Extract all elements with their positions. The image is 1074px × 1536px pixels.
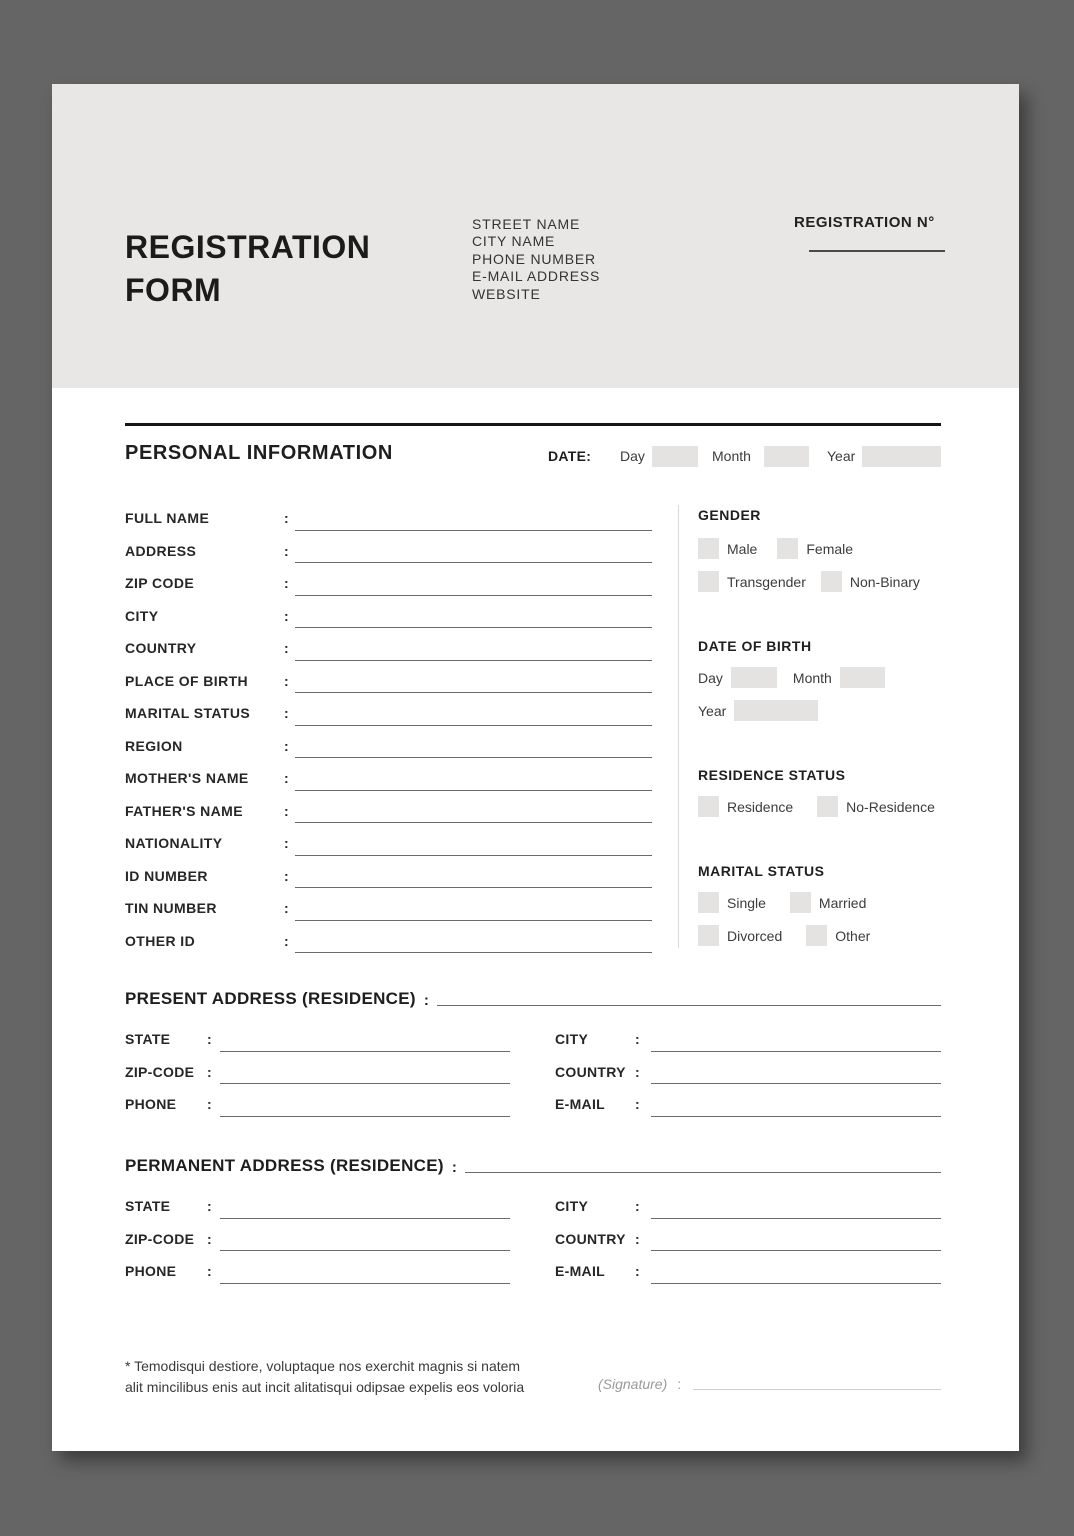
option-label: Single: [727, 894, 766, 911]
residence-status-heading: RESIDENCE STATUS: [698, 767, 846, 783]
colon: :: [635, 1096, 640, 1112]
option-label: Transgender: [727, 573, 806, 590]
contact-website: WEBSITE: [472, 285, 541, 302]
contact-street: STREET NAME: [472, 216, 581, 232]
option-label: No-Residence: [846, 798, 935, 815]
checkbox-transgender[interactable]: [698, 571, 719, 592]
date-day-box[interactable]: [652, 446, 698, 467]
place-of-birth-input-line[interactable]: [295, 692, 652, 693]
colon: :: [284, 802, 289, 819]
field-label: E-MAIL: [555, 1263, 606, 1279]
checkbox-divorced[interactable]: [698, 925, 719, 946]
gender-row-1: [698, 538, 941, 559]
marital-row-2: [698, 925, 941, 946]
marital-option-divorced[interactable]: [698, 925, 782, 946]
field-label: PLACE OF BIRTH: [125, 672, 249, 689]
full-name-input-line[interactable]: [295, 530, 652, 531]
colon: :: [284, 542, 289, 559]
mothers-name-input-line[interactable]: [295, 790, 652, 791]
nationality-input-line[interactable]: [295, 855, 652, 856]
field-row-region: [125, 731, 652, 764]
option-label: Male: [727, 540, 758, 557]
gender-option-female[interactable]: [777, 538, 853, 559]
contact-phone: PHONE NUMBER: [472, 250, 596, 267]
registration-form-page: [52, 84, 1019, 1451]
footnote: [125, 1356, 524, 1398]
address-row: [125, 1256, 941, 1289]
dob-heading: DATE OF BIRTH: [698, 638, 812, 654]
field-label: REGION: [125, 737, 183, 754]
permanent-phone-input-line[interactable]: [220, 1283, 510, 1284]
field-label: ZIP-CODE: [125, 1063, 195, 1080]
dob-row-year: [698, 700, 941, 721]
personal-information-heading: PERSONAL INFORMATION: [125, 442, 393, 464]
colon: :: [423, 992, 429, 1009]
marital-row-1: [698, 892, 941, 913]
permanent-address-input-line[interactable]: [465, 1172, 941, 1173]
permanent-city-input-line[interactable]: [651, 1218, 941, 1219]
dob-row-day-month: [698, 667, 941, 688]
marital-option-married[interactable]: [790, 892, 866, 913]
signature-row: [598, 1376, 941, 1392]
field-row-fathers-name: [125, 796, 652, 829]
colon: :: [635, 1031, 640, 1047]
field-row-country: [125, 633, 652, 666]
checkbox-non-binary[interactable]: [821, 571, 842, 592]
registration-number-label: REGISTRATION N°: [794, 214, 935, 231]
id-number-input-line[interactable]: [295, 887, 652, 888]
fathers-name-input-line[interactable]: [295, 822, 652, 823]
colon: :: [207, 1063, 212, 1080]
colon: :: [284, 640, 289, 656]
dob-year-box[interactable]: [734, 700, 818, 721]
colon: :: [635, 1263, 640, 1279]
contact-email: E-MAIL ADDRESS: [472, 268, 601, 285]
field-label: ID NUMBER: [125, 867, 208, 884]
option-label: Divorced: [727, 927, 783, 944]
field-label: FULL NAME: [125, 510, 210, 526]
present-address-heading-row: [125, 989, 941, 1009]
field-row-city: [125, 601, 652, 634]
colon: :: [284, 510, 289, 526]
field-row-other-id: [125, 926, 652, 959]
colon: :: [635, 1230, 640, 1247]
present-country-input-line[interactable]: [651, 1083, 941, 1084]
colon: :: [284, 672, 289, 689]
date-row: [52, 445, 1019, 468]
option-label: Female: [806, 540, 854, 557]
field-row-zip-code: [125, 568, 652, 601]
field-label: E-MAIL: [555, 1096, 606, 1112]
field-label: STATE: [125, 1031, 171, 1047]
field-label: MOTHER'S NAME: [125, 770, 249, 786]
dob-day-label: Day: [698, 669, 723, 686]
checkbox-residence[interactable]: [698, 796, 719, 817]
checkbox-no-residence[interactable]: [817, 796, 838, 817]
residence-option-residence[interactable]: [698, 796, 793, 817]
signature-label: (Signature): [598, 1376, 668, 1392]
colon: :: [207, 1263, 212, 1279]
colon: :: [284, 770, 289, 786]
field-label: ZIP-CODE: [125, 1230, 195, 1247]
option-label: Other: [835, 927, 871, 944]
contact-city: CITY NAME: [472, 233, 556, 250]
date-month-label: Month: [712, 448, 751, 464]
city-input-line[interactable]: [295, 627, 652, 628]
present-email-input-line[interactable]: [651, 1116, 941, 1117]
header-band: [52, 84, 1019, 388]
colon: :: [284, 835, 289, 851]
footnote-line1: * Temodisqui destiore, voluptaque nos exerchit magnis si natem: [125, 1358, 521, 1374]
field-label: CITY: [125, 607, 159, 624]
colon: :: [284, 705, 289, 721]
other-id-input-line[interactable]: [295, 952, 652, 953]
footnote-line2: alit mincilibus enis aut incit alitatisqui odipsae expelis eos voloria: [125, 1379, 525, 1395]
field-label: MARITAL STATUS: [125, 705, 251, 721]
permanent-address-heading-row: [125, 1156, 941, 1176]
checkbox-other[interactable]: [806, 925, 827, 946]
present-zip-code-input-line[interactable]: [220, 1083, 510, 1084]
field-label: ADDRESS: [125, 542, 197, 559]
permanent-zip-code-input-line[interactable]: [220, 1250, 510, 1251]
checkbox-single[interactable]: [698, 892, 719, 913]
gender-option-male[interactable]: [698, 538, 757, 559]
field-label: TIN NUMBER: [125, 900, 217, 916]
colon: :: [451, 1159, 457, 1176]
address-row: [125, 1224, 941, 1257]
colon: :: [284, 737, 289, 754]
colon: :: [284, 575, 289, 591]
permanent-address-heading: PERMANENT ADDRESS (RESIDENCE): [125, 1156, 444, 1175]
registration-number-input-line[interactable]: [809, 250, 945, 252]
date-month-box[interactable]: [764, 446, 809, 467]
field-label: PHONE: [125, 1096, 177, 1112]
dob-year-label: Year: [698, 702, 727, 719]
checkbox-male[interactable]: [698, 538, 719, 559]
gender-option-non-binary[interactable]: [821, 571, 920, 592]
colon: :: [635, 1198, 640, 1214]
tin-number-input-line[interactable]: [295, 920, 652, 921]
form-title-line1: REGISTRATION: [125, 229, 371, 265]
permanent-country-input-line[interactable]: [651, 1250, 941, 1251]
colon: :: [207, 1096, 212, 1112]
country-input-line[interactable]: [295, 660, 652, 661]
colon: :: [635, 1063, 640, 1080]
date-label: DATE:: [548, 448, 592, 464]
field-row-full-name: [125, 503, 652, 536]
dob-month-label: Month: [792, 669, 832, 686]
colon: :: [677, 1376, 682, 1392]
colon: :: [284, 932, 289, 949]
colon: :: [207, 1031, 212, 1047]
checkbox-married[interactable]: [790, 892, 811, 913]
field-row-mothers-name: [125, 763, 652, 796]
field-label: STATE: [125, 1198, 171, 1214]
residence-option-no-residence[interactable]: [817, 796, 935, 817]
permanent-state-input-line[interactable]: [220, 1218, 510, 1219]
marital-status-input-line[interactable]: [295, 725, 652, 726]
marital-status-heading: MARITAL STATUS: [698, 863, 825, 879]
field-row-nationality: [125, 828, 652, 861]
field-row-address: [125, 536, 652, 569]
field-row-id-number: [125, 861, 652, 894]
personal-fields: [125, 503, 652, 958]
signature-input-line[interactable]: [693, 1389, 941, 1390]
permanent-address-rows: [125, 1191, 941, 1289]
field-label: COUNTRY: [555, 1063, 626, 1080]
region-input-line[interactable]: [295, 757, 652, 758]
gender-heading: GENDER: [698, 507, 761, 523]
checkbox-female[interactable]: [777, 538, 798, 559]
present-address-input-line[interactable]: [437, 1005, 941, 1006]
field-label: COUNTRY: [555, 1230, 626, 1247]
present-state-input-line[interactable]: [220, 1051, 510, 1052]
present-address-rows: [125, 1024, 941, 1122]
column-divider: [678, 505, 679, 948]
field-row-marital-status: [125, 698, 652, 731]
address-row: [125, 1024, 941, 1057]
colon: :: [207, 1230, 212, 1247]
option-label: Married: [818, 894, 867, 911]
dob-month-box[interactable]: [840, 667, 885, 688]
date-day-label: Day: [620, 448, 645, 464]
present-phone-input-line[interactable]: [220, 1116, 510, 1117]
field-label: ZIP CODE: [125, 575, 195, 591]
form-title-line2: FORM: [125, 272, 222, 308]
zip-code-input-line[interactable]: [295, 595, 652, 596]
address-row: [125, 1191, 941, 1224]
marital-option-single[interactable]: [698, 892, 766, 913]
option-label: Residence: [727, 798, 794, 815]
date-year-box[interactable]: [862, 446, 941, 467]
field-label: NATIONALITY: [125, 835, 223, 851]
marital-option-other[interactable]: [806, 925, 870, 946]
right-column: [698, 505, 941, 946]
field-row-place-of-birth: [125, 666, 652, 699]
field-label: CITY: [555, 1031, 589, 1047]
colon: :: [207, 1198, 212, 1214]
permanent-email-input-line[interactable]: [651, 1283, 941, 1284]
gender-row-2: [698, 571, 941, 592]
residence-row: [698, 796, 941, 817]
address-row: [125, 1057, 941, 1090]
field-label: FATHER'S NAME: [125, 802, 243, 819]
field-label: COUNTRY: [125, 640, 197, 656]
field-row-tin-number: [125, 893, 652, 926]
section-divider-rule: [125, 423, 941, 426]
field-label: OTHER ID: [125, 932, 196, 949]
colon: :: [284, 867, 289, 884]
dob-day-box[interactable]: [731, 667, 777, 688]
option-label: Non-Binary: [849, 573, 920, 590]
field-label: PHONE: [125, 1263, 177, 1279]
present-city-input-line[interactable]: [651, 1051, 941, 1052]
field-label: CITY: [555, 1198, 589, 1214]
contact-block: [472, 216, 600, 303]
present-address-heading: PRESENT ADDRESS (RESIDENCE): [125, 989, 416, 1008]
gender-option-transgender[interactable]: [698, 571, 806, 592]
address-input-line[interactable]: [295, 562, 652, 563]
colon: :: [284, 900, 289, 916]
address-row: [125, 1089, 941, 1122]
colon: :: [284, 607, 289, 624]
date-year-label: Year: [827, 448, 856, 464]
form-title: [125, 226, 370, 312]
